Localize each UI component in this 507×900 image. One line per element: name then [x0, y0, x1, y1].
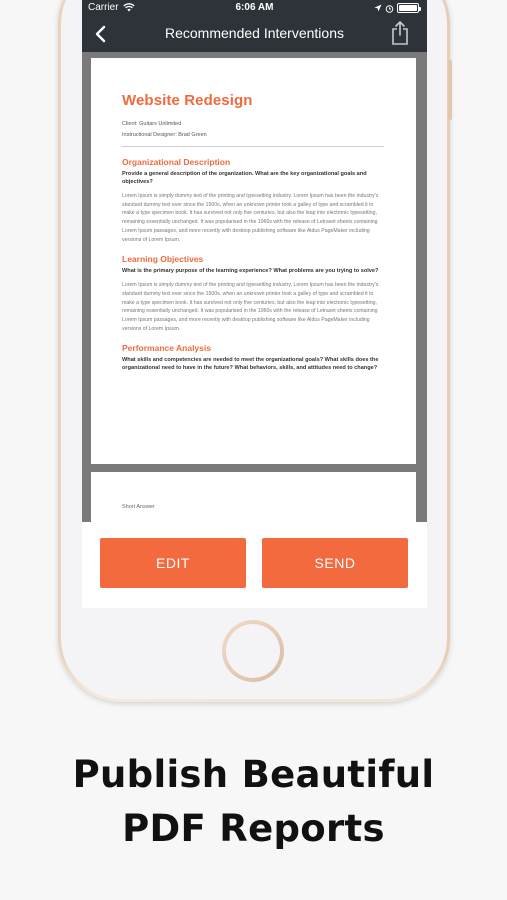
document-title: Website Redesign: [122, 92, 253, 109]
tagline-line-1: Publish Beautiful: [72, 753, 435, 796]
home-button-face: [226, 624, 280, 678]
back-button[interactable]: [90, 22, 114, 46]
divider: [122, 146, 384, 147]
section-heading: Learning Objectives: [122, 254, 204, 265]
section-performance-analysis: [122, 343, 384, 372]
side-button: [448, 60, 452, 120]
section-question: What skills and competencies are needed to meet the organizational goals? What skills does the organizational need to have in the future? What behaviors, skills, and attitudes need to change?: [122, 357, 379, 372]
status-time: 6:06 AM: [235, 2, 274, 13]
status-right: [374, 3, 419, 13]
home-button[interactable]: [222, 620, 284, 682]
edit-button[interactable]: EDIT: [100, 538, 246, 588]
nav-title: Recommended Interventions: [165, 25, 344, 41]
client-line: Client: Guitars Unlimited: [122, 121, 182, 127]
section-organizational-description: [122, 157, 384, 244]
short-answer-label: Short Answer: [122, 504, 155, 510]
send-button[interactable]: SEND: [262, 538, 408, 588]
alarm-icon: [385, 4, 394, 13]
designer-line: Instructional Designer: Brad Green: [122, 132, 207, 138]
section-body: Lorem Ipsum is simply dummy text of the printing and typesetting industry. Lorem Ipsum has been the industry's standard dummy text ever since the 1500s, when an unknown printer took a galley of type and scrambled it to make a type specimen book. It has survived not only five centuries, but also the leap into electronic typesetting, remaining essentially unchanged. It was popularised in the 1960s with the release of Letraset sheets containing Lorem Ipsum passages, and more recently with desktop publishing software like Aldus PageMaker including versions of Lorem Ipsum.: [122, 282, 379, 332]
chevron-left-icon: [90, 22, 114, 46]
section-question: Provide a general description of the organization. What are the key organizational goals and objectives?: [122, 171, 367, 185]
section-question: What is the primary purpose of the learning experience? What problems are you trying to solve?: [122, 268, 379, 275]
pdf-page: [91, 58, 416, 464]
nav-bar: [82, 16, 427, 52]
carrier-label: Carrier: [88, 2, 119, 13]
section-heading: Organizational Description: [122, 157, 231, 167]
section-heading: Performance Analysis: [122, 343, 211, 354]
share-icon: [389, 20, 411, 46]
location-arrow-icon: [374, 4, 382, 12]
battery-icon: [397, 3, 419, 13]
tagline: [0, 748, 507, 856]
battery-level: [399, 5, 417, 11]
share-button[interactable]: [389, 20, 411, 46]
phone-screen: [82, 0, 427, 608]
section-learning-objectives: [122, 254, 384, 333]
tagline-line-2: PDF Reports: [122, 807, 385, 850]
section-body: Lorem Ipsum is simply dummy text of the printing and typesetting industry. Lorem Ipsum has been the industry's standard dummy text ever since the 1500s, when an unknown printer took a galley of type and scrambled it to make a type specimen book. It has survived not only five centuries, but also the leap into electronic typesetting, remaining essentially unchanged. It was popularised in the 1960s with the release of Letraset sheets containing Lorem Ipsum passages, and more recently with desktop publishing software like Aldus PageMaker including versions of Lorem Ipsum.: [122, 193, 379, 243]
status-bar: [82, 0, 427, 16]
action-bar: [82, 522, 427, 608]
